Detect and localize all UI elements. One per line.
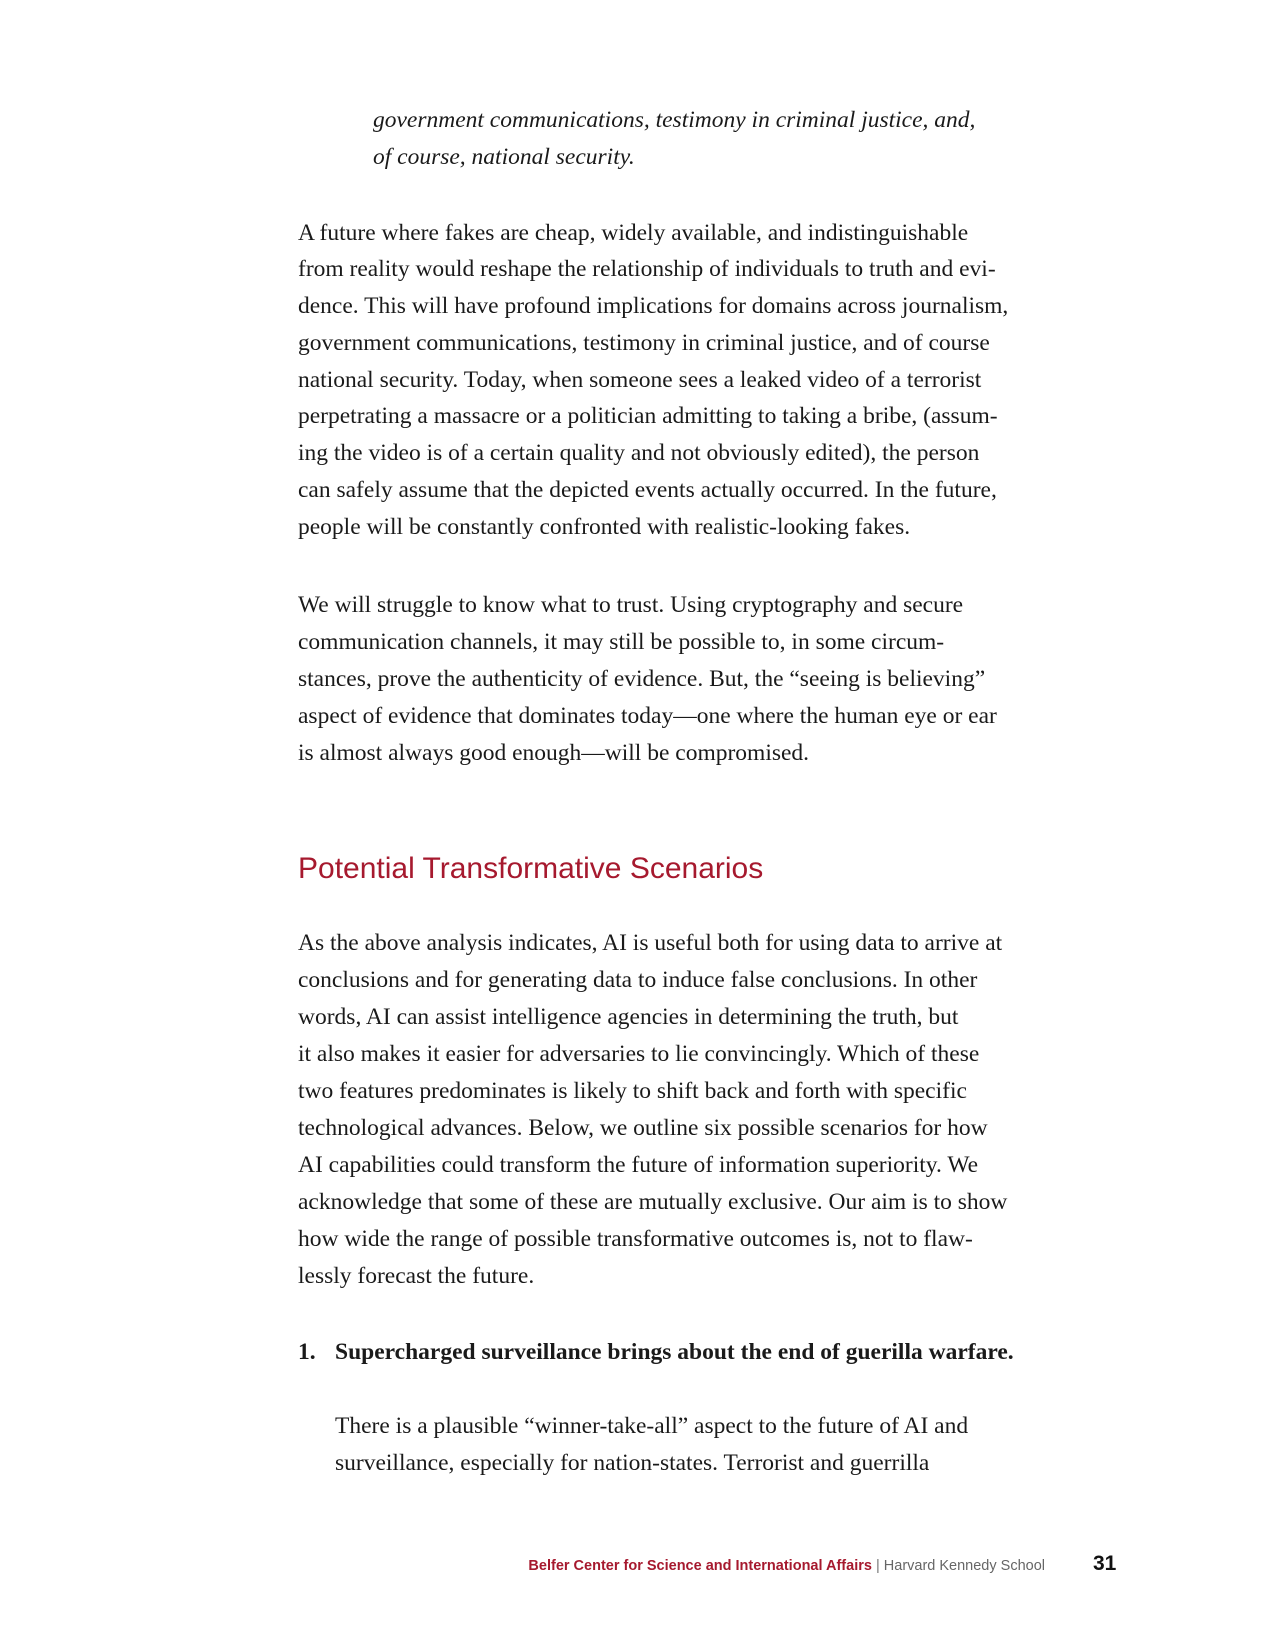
quote-line: government communications, testimony in criminal justice, and,: [373, 107, 976, 133]
paragraph-3-line: two features predominates is likely to shift back and forth with specific: [298, 1078, 967, 1104]
paragraph-1-line: perpetrating a massacre or a politician admitting to taking a bribe, (assum-: [298, 403, 998, 429]
section-heading: Potential Transformative Scenarios: [298, 852, 764, 885]
list-item-body-line: surveillance, especially for nation-states. Terrorist and guerrilla: [335, 1450, 930, 1476]
footer-separator: |: [871, 1558, 884, 1574]
paragraph-1-line: can safely assume that the depicted events actually occurred. In the future,: [298, 477, 997, 503]
paragraph-2-line: aspect of evidence that dominates today—one where the human eye or ear: [298, 703, 997, 729]
paragraph-3-line: AI capabilities could transform the future of information superiority. We: [298, 1152, 979, 1178]
list-item-number: 1.: [298, 1339, 316, 1365]
paragraph-1-line: government communications, testimony in criminal justice, and of course: [298, 330, 990, 356]
paragraph-1-line: ing the video is of a certain quality and not obviously edited), the person: [298, 440, 980, 466]
paragraph-1-line: A future where fakes are cheap, widely available, and indistinguishable: [298, 220, 969, 246]
page-number: 31: [1093, 1552, 1117, 1575]
quote-line: of course, national security.: [373, 144, 635, 170]
paragraph-3-line: words, AI can assist intelligence agencies in determining the truth, but: [298, 1004, 959, 1030]
paragraph-2-line: stances, prove the authenticity of evidence. But, the “seeing is believing”: [298, 666, 986, 692]
list-item-title: Supercharged surveillance brings about the end of guerilla warfare.: [335, 1339, 1014, 1365]
paragraph-3-line: how wide the range of possible transformative outcomes is, not to flaw-: [298, 1226, 973, 1252]
paragraph-1-line: people will be constantly confronted with realistic-looking fakes.: [298, 514, 911, 540]
list-item-body-line: There is a plausible “winner-take-all” aspect to the future of AI and: [335, 1413, 969, 1439]
paragraph-1-line: dence. This will have profound implications for domains across journalism,: [298, 293, 1009, 319]
paragraph-3-line: it also makes it easier for adversaries to lie convincingly. Which of these: [298, 1041, 980, 1067]
footer-school: Harvard Kennedy School: [883, 1558, 1045, 1574]
paragraph-3-line: conclusions and for generating data to induce false conclusions. In other: [298, 967, 978, 993]
paragraph-1-line: national security. Today, when someone sees a leaked video of a terrorist: [298, 367, 982, 393]
paragraph-2-line: communication channels, it may still be possible to, in some circum-: [298, 629, 945, 655]
paragraph-2-line: is almost always good enough—will be compromised.: [298, 740, 810, 766]
page-footer: [528, 1558, 1045, 1574]
footer-org: Belfer Center for Science and International Affairs: [528, 1558, 872, 1574]
paragraph-1-line: from reality would reshape the relationship of individuals to truth and evi-: [298, 256, 996, 282]
paragraph-3-line: As the above analysis indicates, AI is useful both for using data to arrive at: [298, 930, 1003, 956]
paragraph-2-line: We will struggle to know what to trust. Using cryptography and secure: [298, 592, 964, 618]
paragraph-3-line: lessly forecast the future.: [298, 1263, 535, 1289]
paragraph-3-line: technological advances. Below, we outline six possible scenarios for how: [298, 1115, 988, 1141]
paragraph-3-line: acknowledge that some of these are mutually exclusive. Our aim is to show: [298, 1189, 1008, 1215]
